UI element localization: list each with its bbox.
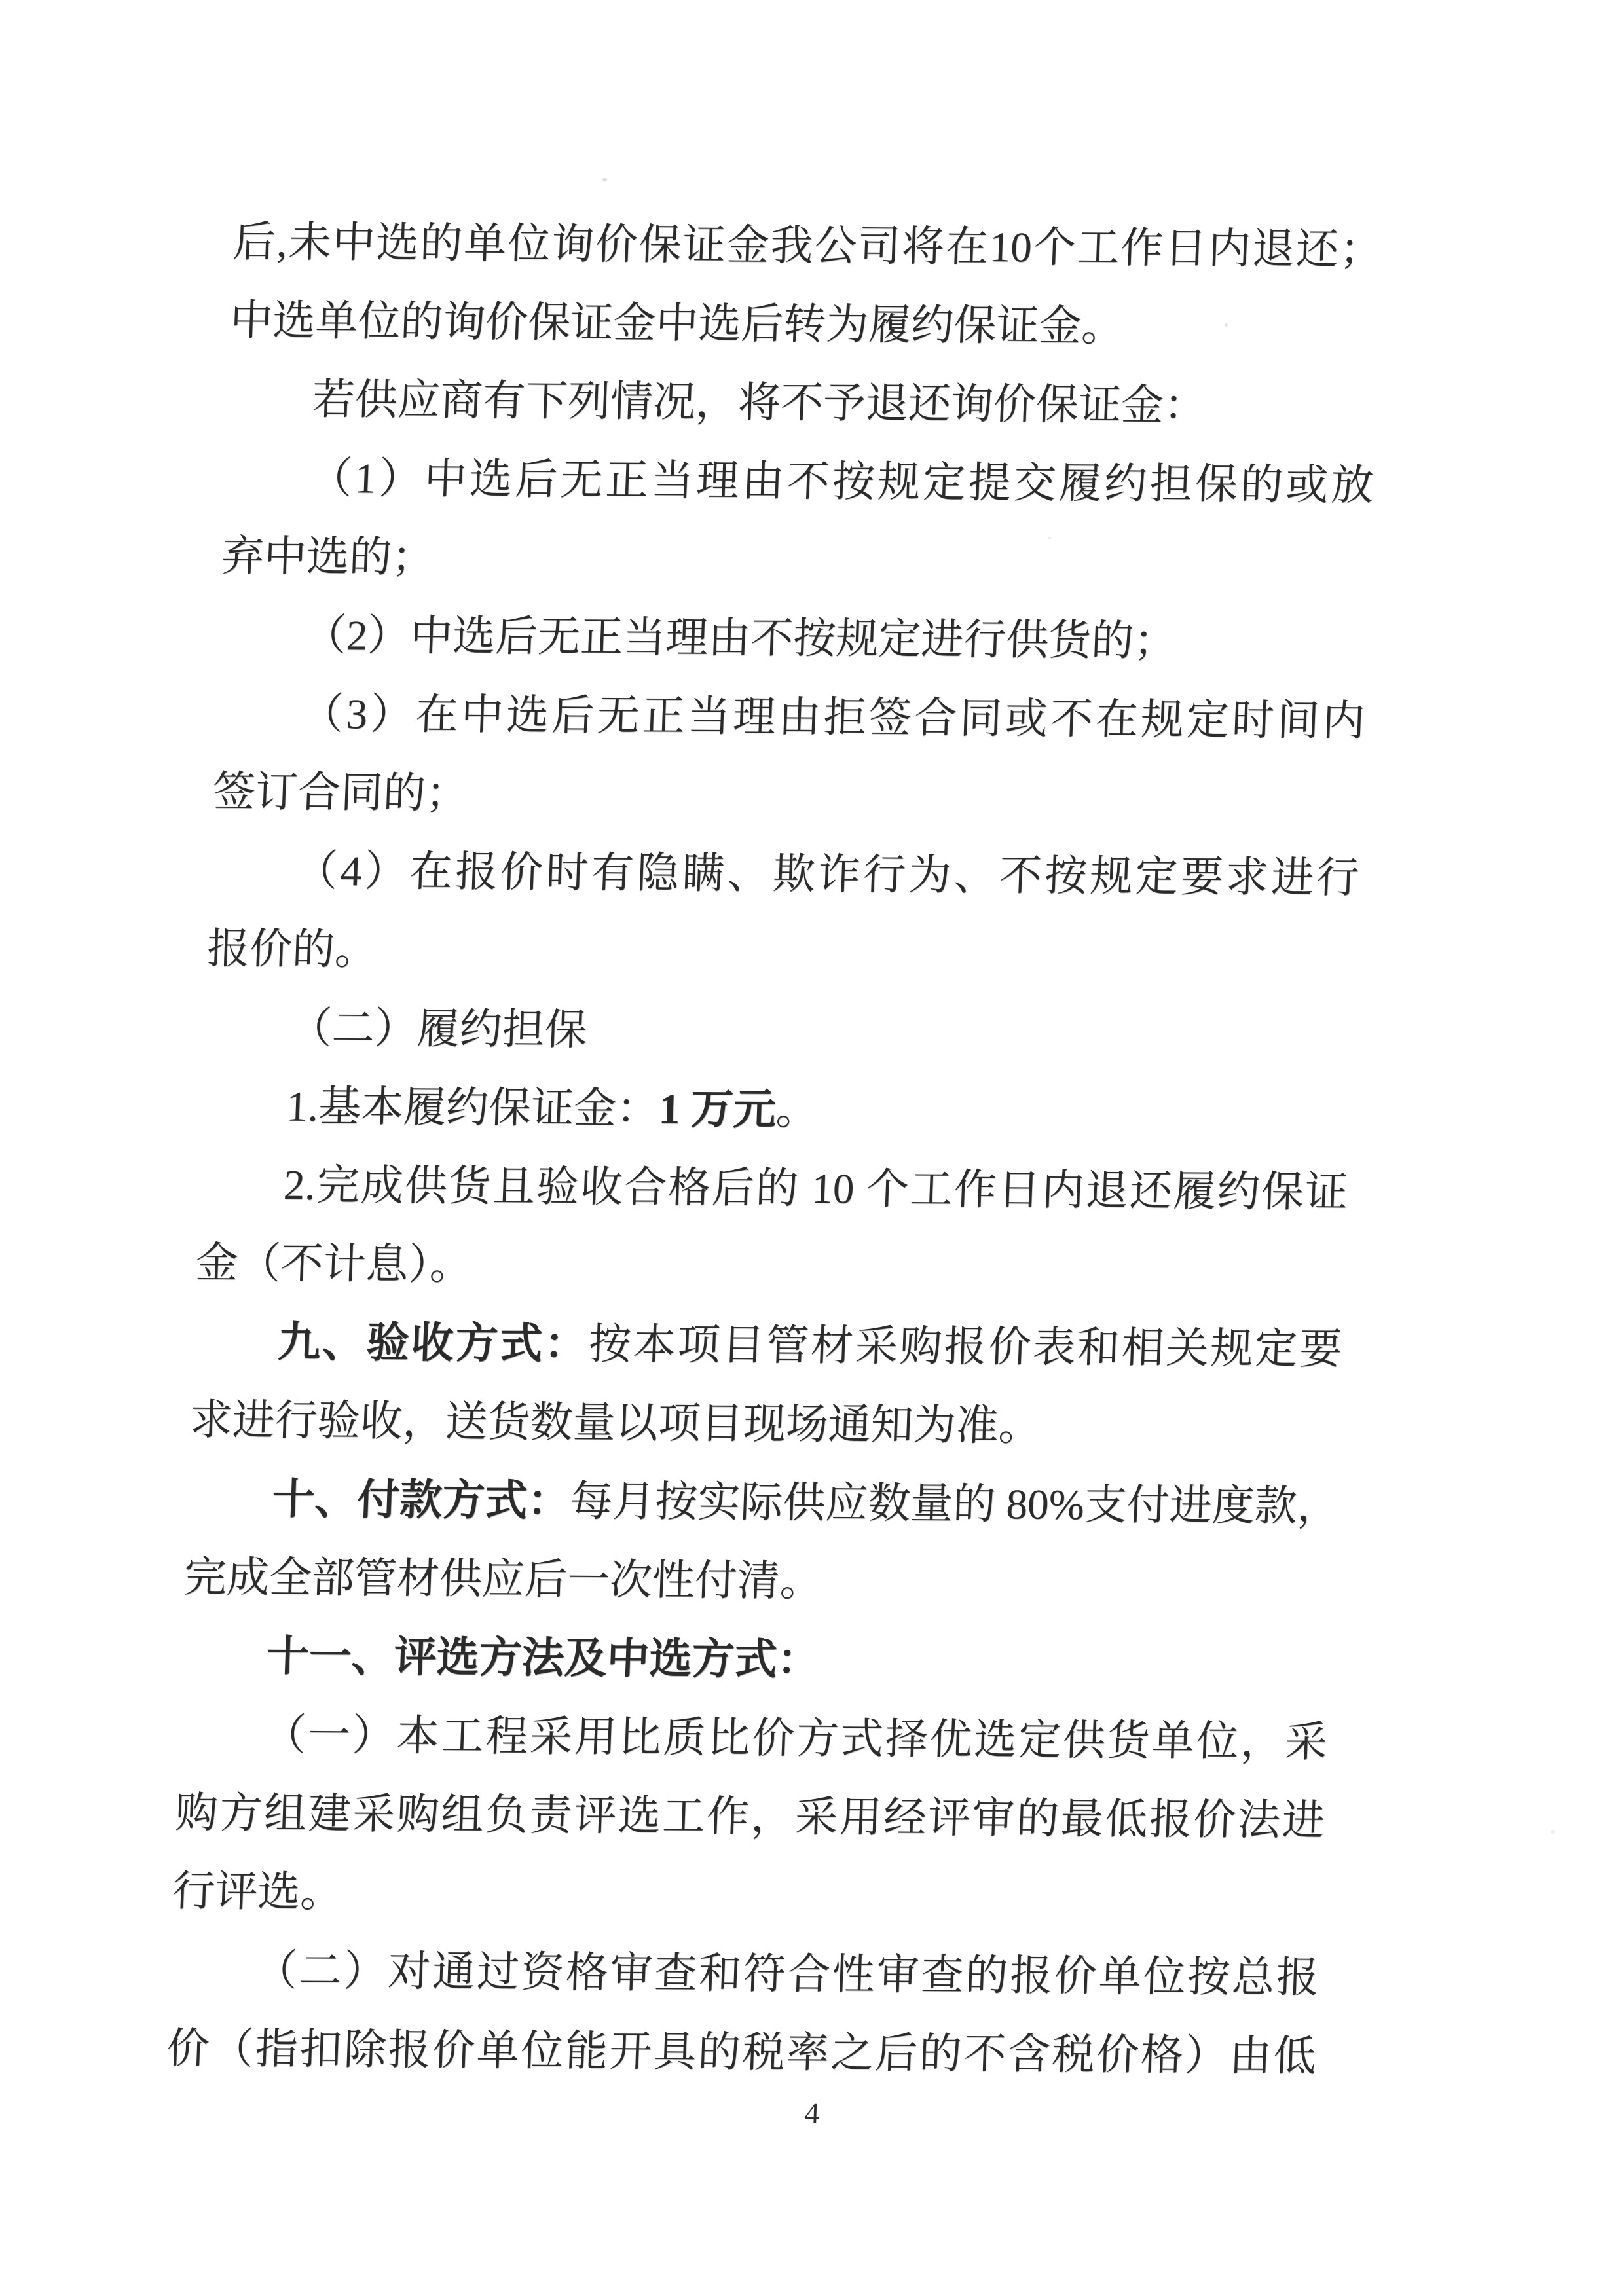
text-line [179,1616,1331,1703]
text-segment: 后,未中选的单位询价保证金我公司将在10个工作日内退还； [232,218,1384,274]
bold-text-segment: 九、验收方式： [276,1319,590,1368]
text-segment: 价（指扣除报价单位能开具的税率之后的不含税价格）由低 [166,2025,1317,2081]
text-line [168,1931,1320,2017]
text-segment: 金（不计息）。 [194,1239,473,1289]
text-segment: （一）本工程采用比质比价方式择优选定供货单位，采 [262,1711,1329,1766]
text-line [232,203,1384,289]
text-line [189,1381,1340,1468]
text-segment: 求进行验收，送货数量以项目现场通知为准。 [189,1396,1043,1450]
bold-text-segment: 十、付款方式： [271,1476,571,1525]
text-segment: 行评选。 [172,1868,344,1917]
text-line [185,1460,1341,1546]
bold-text-segment: 1 万元 [657,1085,777,1134]
text-line [183,1539,1335,1625]
text-line [200,1067,1352,1154]
text-line [214,674,1366,761]
text-line [165,2009,1317,2096]
bold-text-segment: 十一、评选方法及中选方式： [265,1633,821,1685]
text-line [212,753,1363,839]
text-segment: （二）履约担保 [288,1004,589,1054]
text-segment: （1）中选后无正当理由不按规定提交履约担保的或放 [308,454,1375,510]
text-line [217,596,1369,682]
text-line [197,1146,1349,1232]
text-segment: （2）中选后无正当理由不按规定进行供货的； [303,611,1177,666]
text-segment: 中选单位的询价保证金中选后转为履约保证金。 [229,297,1125,351]
text-line [171,1852,1323,1939]
scan-artifact [602,178,607,181]
text-line [220,517,1372,604]
text-segment: 购方组建采购组负责评选工作，采用经评审的最低报价法进 [174,1789,1326,1845]
text-segment: 按本项目管材采购报价表和相关规定要 [587,1321,1343,1374]
text-line [177,1695,1329,1781]
text-line [174,1774,1326,1860]
text-segment: 。 [775,1086,820,1135]
text-segment: 完成全部管材供应后一次性付清。 [183,1554,824,1606]
text-line [226,360,1378,446]
text-line [223,439,1375,525]
text-segment: 1.基本履约保证金： [286,1083,660,1133]
text-segment: 2.完成供货且验收合格后的 10 个工作日内退还履约保证 [282,1161,1349,1216]
page-number: 4 [803,2096,821,2130]
text-line [194,1224,1346,1311]
text-segment: （4）在报价时有隐瞒、欺诈行为、不按规定要求进行 [294,847,1360,903]
text-segment: 弃中选的； [220,532,435,582]
text-segment: 若供应商有下列情况，将不予退还询价保证金： [311,376,1208,430]
text-line [191,1303,1343,1389]
text-line [208,831,1360,918]
text-segment: 签订合同的； [212,768,470,818]
text-segment: 报价的。 [206,925,378,974]
text-block [165,203,1384,2096]
text-line [229,282,1380,368]
text-line [206,910,1357,996]
text-segment: （二）对通过资格审查和符合性审查的报价单位按总报 [253,1947,1320,2002]
scan-artifact [1551,1830,1555,1834]
text-segment: 每月按实际供应数量的 80%支付进度款， [569,1478,1341,1531]
text-line [203,989,1355,1075]
text-segment: （3）在中选后无正当理由拒签合同或不在规定时间内 [300,690,1366,746]
